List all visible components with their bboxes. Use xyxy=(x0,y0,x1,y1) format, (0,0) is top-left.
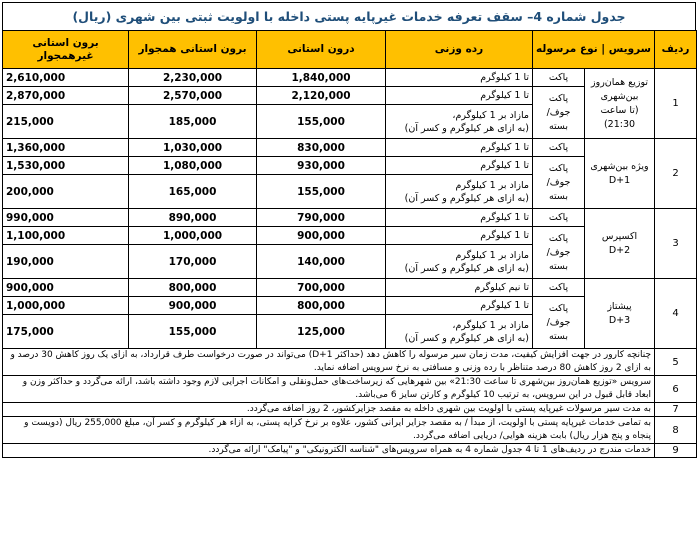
header-neighbor: برون استانی همجوار xyxy=(129,31,257,69)
weight-class xyxy=(386,297,533,315)
price-neighbor: 1,000,000 xyxy=(129,227,257,245)
price-inner: 790,000 xyxy=(257,209,386,227)
item-type-parcel xyxy=(533,227,585,279)
note-number: 7 xyxy=(655,403,697,417)
note-text: سرویس «توزیع همان‌روز بین‌شهری تا ساعت 21:30» بین شهرهایی که زیرساخت‌های حمل‌ونقلی و امکانات اجرایی لازم وجود داشته باشد، ارائه می‌گردد و حداکثر وزن و ابعاد قابل قبول در این سرویس، به ترتیب 10 کیلوگرم و کارتن سایز 6 می‌باشد. xyxy=(3,376,655,403)
price-inner: 140,000 xyxy=(257,245,386,279)
price-inner: 155,000 xyxy=(257,105,386,139)
service-name-line: D+2 xyxy=(608,244,631,256)
price-neighbor: 170,000 xyxy=(129,245,257,279)
item-type-pocket: پاکت xyxy=(533,209,585,227)
price-neighbor: 155,000 xyxy=(129,315,257,349)
price-non-neighbor: 190,000 xyxy=(3,245,129,279)
weight-class-line: تا 1 کیلوگرم xyxy=(480,72,529,83)
weight-class-line: (به ازای هر کیلوگرم و کسر آن) xyxy=(404,262,529,274)
tariff-page xyxy=(2,2,696,458)
price-neighbor: 800,000 xyxy=(129,279,257,297)
item-type-parcel-line: پاکت جوف/ بسته xyxy=(546,232,571,272)
service-name-line: D+1 xyxy=(608,174,631,186)
price-non-neighbor: 175,000 xyxy=(3,315,129,349)
note-text: به تمامی خدمات غیرپایه پستی با اولویت، از مبدأ / به مقصد جزایر ایرانی کشور، علاوه بر نرخ کرایه پستی، به ازاء هر کیلوگرم و کسر آن، مبلغ 255,000 ریال (دویست و پنجاه و پنج هزار ریال) بابت هزینه هوایی/ دریایی اضافه می‌گردد. xyxy=(3,417,655,444)
note-number: 6 xyxy=(655,376,697,403)
service-name-line: ویژه بین‌شهری xyxy=(590,160,649,172)
price-neighbor: 900,000 xyxy=(129,297,257,315)
price-non-neighbor: 1,000,000 xyxy=(3,297,129,315)
price-non-neighbor: 1,530,000 xyxy=(3,157,129,175)
table-row xyxy=(3,69,697,87)
item-type-parcel-line: بسته xyxy=(548,120,569,132)
note-number: 5 xyxy=(655,349,697,376)
price-non-neighbor: 200,000 xyxy=(3,175,129,209)
note-number: 9 xyxy=(655,444,697,458)
note-text: به مدت سیر مرسولات غیرپایه پستی با اولویت بین شهری داخله به مقصد جزایرکشور، 2 روز اضافه می‌گردد. xyxy=(3,403,655,417)
header-non-neighbor-line2: غیرهمجوار xyxy=(37,49,94,62)
header-non-neighbor xyxy=(3,31,129,69)
weight-class-line: تا 1 کیلوگرم xyxy=(480,142,529,153)
price-non-neighbor: 215,000 xyxy=(3,105,129,139)
weight-class-line: مازاد بر 1 کیلوگرم xyxy=(455,249,529,261)
weight-class xyxy=(386,175,533,209)
price-inner: 830,000 xyxy=(257,139,386,157)
service-name-line: بین‌شهری xyxy=(600,90,639,102)
price-inner: 155,000 xyxy=(257,175,386,209)
weight-class xyxy=(386,157,533,175)
item-type-pocket: پاکت xyxy=(533,279,585,297)
price-neighbor: 890,000 xyxy=(129,209,257,227)
row-number: 4 xyxy=(655,279,697,349)
item-type-parcel-line: بسته xyxy=(548,330,569,342)
service-name xyxy=(585,209,655,279)
table-title: جدول شماره 4– سقف تعرفه خدمات غیرپایه پستی داخله با اولویت ثبتی بین شهری (ریال) xyxy=(2,2,696,30)
weight-class-line: مازاد بر 1 کیلوگرم، xyxy=(452,319,529,331)
price-inner: 125,000 xyxy=(257,315,386,349)
price-non-neighbor: 1,100,000 xyxy=(3,227,129,245)
price-non-neighbor: 900,000 xyxy=(3,279,129,297)
price-inner: 930,000 xyxy=(257,157,386,175)
price-neighbor: 1,030,000 xyxy=(129,139,257,157)
price-inner: 900,000 xyxy=(257,227,386,245)
weight-class-line: تا 1 کیلوگرم xyxy=(480,160,529,171)
note-row xyxy=(3,444,697,458)
price-inner: 2,120,000 xyxy=(257,87,386,105)
row-number: 2 xyxy=(655,139,697,209)
weight-class-line: تا 1 کیلوگرم xyxy=(480,230,529,241)
price-neighbor: 1,080,000 xyxy=(129,157,257,175)
header-weight: رده وزنی xyxy=(386,31,533,69)
price-neighbor: 2,570,000 xyxy=(129,87,257,105)
item-type-parcel xyxy=(533,297,585,349)
header-radif: ردیف xyxy=(655,31,697,69)
tariff-body xyxy=(3,69,697,458)
note-row xyxy=(3,376,697,403)
weight-class-line: مازاد بر 1 کیلوگرم، xyxy=(452,109,529,121)
weight-class xyxy=(386,227,533,245)
service-name-line: (تا ساعت 21:30) xyxy=(600,104,639,130)
weight-class-line: تا 1 کیلوگرم xyxy=(480,90,529,101)
header-row xyxy=(3,31,697,69)
table-row xyxy=(3,209,697,227)
header-inner: درون استانی xyxy=(257,31,386,69)
service-name xyxy=(585,279,655,349)
price-non-neighbor: 990,000 xyxy=(3,209,129,227)
weight-class xyxy=(386,139,533,157)
price-non-neighbor: 2,610,000 xyxy=(3,69,129,87)
weight-class-line: تا 1 کیلوگرم xyxy=(480,300,529,311)
note-text: خدمات مندرج در ردیف‌های 1 تا 4 جدول شماره 4 به همراه سرویس‌های "شناسه الکترونیکی" و "پیامک" ارائه می‌گردد. xyxy=(3,444,655,458)
table-row xyxy=(3,139,697,157)
header-service: سرویس | نوع مرسوله xyxy=(533,31,655,69)
price-inner: 700,000 xyxy=(257,279,386,297)
item-type-parcel xyxy=(533,87,585,139)
service-name-line: D+3 xyxy=(608,314,631,326)
weight-class xyxy=(386,209,533,227)
weight-class-line: (به ازای هر کیلوگرم و کسر آن) xyxy=(404,332,529,344)
item-type-pocket: پاکت xyxy=(533,139,585,157)
row-number: 1 xyxy=(655,69,697,139)
weight-class xyxy=(386,69,533,87)
price-non-neighbor: 2,870,000 xyxy=(3,87,129,105)
price-non-neighbor: 1,360,000 xyxy=(3,139,129,157)
price-inner: 800,000 xyxy=(257,297,386,315)
note-row xyxy=(3,403,697,417)
note-row xyxy=(3,349,697,376)
weight-class xyxy=(386,279,533,297)
weight-class-line: مازاد بر 1 کیلوگرم xyxy=(455,179,529,191)
note-text: چنانچه کارور در جهت افزایش کیفیت، مدت زمان سیر مرسوله را کاهش دهد (حداکثر D+1) می‌تواند در صورت درخواست طرف قرارداد، به ازای یک روز کاهش 30 درصد و به ازای 2 روز کاهش 80 درصد متناظر با رده وزنی و مسافتی به نرخ سرویس اضافه نماید. xyxy=(3,349,655,376)
service-name-line: پیشتاز xyxy=(607,300,632,312)
price-neighbor: 165,000 xyxy=(129,175,257,209)
tariff-table xyxy=(2,30,697,458)
weight-class-line: تا نیم کیلوگرم xyxy=(474,282,529,293)
note-row xyxy=(3,417,697,444)
row-number: 3 xyxy=(655,209,697,279)
weight-class-line: (به ازای هر کیلوگرم و کسر آن) xyxy=(404,122,529,134)
weight-class-line: تا 1 کیلوگرم xyxy=(480,212,529,223)
weight-class xyxy=(386,87,533,105)
weight-class xyxy=(386,245,533,279)
service-name-line: اکسپرس xyxy=(601,230,638,242)
item-type-parcel-line: پاکت جوف/ xyxy=(546,92,571,118)
header-non-neighbor-line1: برون استانی xyxy=(32,36,99,49)
item-type-parcel-line: پاکت جوف/ xyxy=(546,162,571,188)
price-neighbor: 2,230,000 xyxy=(129,69,257,87)
price-neighbor: 185,000 xyxy=(129,105,257,139)
weight-class-line: (به ازای هر کیلوگرم و کسر آن) xyxy=(404,192,529,204)
item-type-parcel xyxy=(533,157,585,209)
note-number: 8 xyxy=(655,417,697,444)
item-type-parcel-line: پاکت جوف/ xyxy=(546,302,571,328)
item-type-pocket: پاکت xyxy=(533,69,585,87)
price-inner: 1,840,000 xyxy=(257,69,386,87)
weight-class xyxy=(386,105,533,139)
table-row xyxy=(3,279,697,297)
service-name-line: توزیع همان‌روز xyxy=(591,76,649,88)
item-type-parcel-line: بسته xyxy=(548,190,569,202)
service-name xyxy=(585,69,655,139)
weight-class xyxy=(386,315,533,349)
service-name xyxy=(585,139,655,209)
